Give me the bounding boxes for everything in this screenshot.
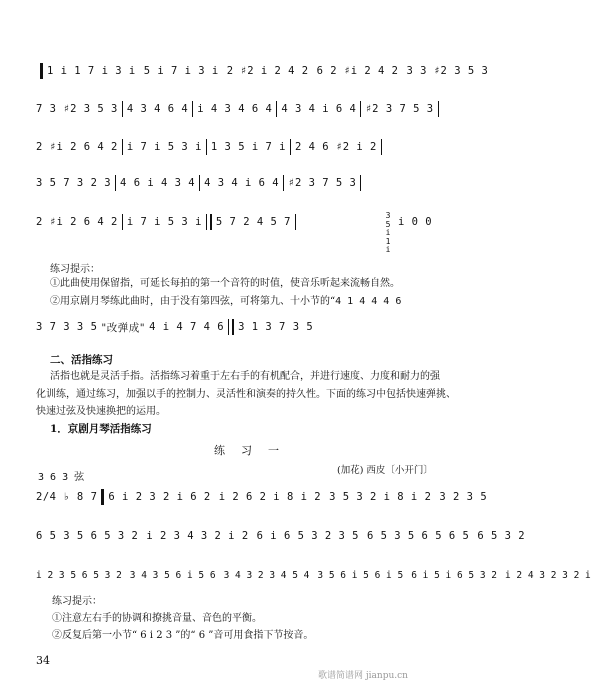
measure: 3 3 ♯2 3 5 3 xyxy=(406,65,489,77)
measure: 6 i 2 3 2 i 6 2 xyxy=(108,491,211,503)
measure: i 2 4 3 2 3 2 i xyxy=(504,569,591,581)
inline-text: "改弹成" xyxy=(101,321,146,334)
measure: i 2 3 5 6 5 3 2 xyxy=(36,569,122,581)
measure: 6 2 ♯i 2 4 2 xyxy=(316,65,399,77)
measure: 1 3 5 i 7 i xyxy=(210,141,286,153)
inline-notes: 4 1 4 4 4 6 xyxy=(335,296,402,307)
measure: 2 ♯i 2 6 4 2 xyxy=(36,141,118,153)
open-strings: 3 6 3 弦 xyxy=(38,472,85,483)
measure: i 7 i 5 3 i xyxy=(126,216,202,228)
measure: 4 3 4 i 6 4 xyxy=(204,177,280,189)
page-number: 34 xyxy=(36,654,50,667)
measure: 2 ♯2 i 2 4 2 xyxy=(226,65,309,77)
body-text: 快速过弦及快速换把的运用。 xyxy=(36,406,166,417)
measure: 2 ♯i 2 6 4 2 xyxy=(36,216,118,228)
measure: 4 i 4 7 4 6 xyxy=(149,321,225,333)
measure: 3 4 3 2 3 4 5 4 xyxy=(223,569,310,581)
measure: 6 5 3 5 6 5 6 5 xyxy=(366,530,470,542)
staff-row-1 xyxy=(36,62,489,80)
measure: i 7 i 5 3 i xyxy=(126,141,202,153)
body-text: 活指也就是灵活手指。活指练习着重于左右手的有机配合，并进行速度、力度和耐力的强 xyxy=(50,371,440,382)
staff-row-5-end xyxy=(398,213,478,231)
repeat-barline xyxy=(40,63,43,79)
measure: 3 4 3 5 6 i 5 6 xyxy=(129,569,216,581)
vertical-chord: 3 5 i 1 i xyxy=(385,211,391,254)
staff-row-3 xyxy=(36,138,464,156)
exercise-title: 练习一 xyxy=(214,444,295,457)
sub-heading: 1．京剧月琴活指练习 xyxy=(50,423,152,435)
measure: i 2 6 2 i 8 i 2 xyxy=(218,491,322,503)
measure: i 0 0 xyxy=(398,216,433,228)
staff-row-2 xyxy=(36,100,464,118)
measure: 3 2 3 5 xyxy=(439,491,488,503)
measure: 3 7 3 3 5 xyxy=(36,321,98,333)
exercise-row-3 xyxy=(36,566,591,584)
staff-row-6 xyxy=(36,318,464,336)
tips-line: ②反复后第一小节“ 6 i 2 3 ”的“ 6 ”音可用食指下节按音。 xyxy=(52,630,314,641)
body-text: 化训练，通过练习，加强以手的控制力、灵活性和演奏的持久性。下面的练习中包括快速弹挑、 xyxy=(36,389,456,400)
tips-label: 练习提示： xyxy=(50,264,100,275)
measure: ♯2 3 7 5 3 xyxy=(365,103,434,115)
staff-row-4 xyxy=(36,174,464,192)
measure: 5 7 2 4 5 7 xyxy=(215,216,291,228)
measure: 1 i 1 7 i 3 i xyxy=(47,65,136,77)
watermark: 歌谱简谱网 jianpu.cn xyxy=(318,671,408,681)
tips-line: ①注意左右手的协调和撩挑音量、音色的平衡。 xyxy=(52,613,262,624)
measure: i 4 3 4 6 4 xyxy=(197,103,273,115)
measure: 2/4 ♭ 8 7 xyxy=(36,491,98,503)
measure: 3 5 6 i 5 6 i 5 xyxy=(317,569,404,581)
measure: 6 5 3 5 6 5 3 2 xyxy=(36,530,139,542)
measure: 4 3 4 i 6 4 xyxy=(281,103,357,115)
measure: i 2 3 4 3 2 i 2 xyxy=(146,530,249,542)
tips-line: ②用京剧月琴练此曲时，由于没有第四弦，可将第九、十小节的“4 1 4 4 4 6 xyxy=(50,296,402,307)
measure: 6 5 3 2 xyxy=(477,530,526,542)
tips-label: 练习提示： xyxy=(52,596,102,607)
measure: 3 5 7 3 2 3 xyxy=(36,177,112,189)
measure: 6 i 6 5 3 2 3 5 xyxy=(256,530,359,542)
measure: 4 6 i 4 3 4 xyxy=(120,177,196,189)
measure: 3 5 3 2 i 8 i 2 xyxy=(329,491,432,503)
measure: 2 4 6 ♯2 i 2 xyxy=(294,141,377,153)
tips-line: ①此曲使用保留指，可延长每拍的第一个音符的时值，使音乐听起来流畅自然。 xyxy=(50,278,400,289)
section-heading: 二、活指练习 xyxy=(50,354,113,366)
measure: ♯2 3 7 5 3 xyxy=(288,177,357,189)
measure: 6 i 5 i 6 5 3 2 xyxy=(411,569,497,581)
staff-row-5 xyxy=(36,213,376,231)
measure: 3 1 3 7 3 5 xyxy=(238,321,314,333)
exercise-row-1 xyxy=(36,488,488,506)
tempo-marking: (加花) 西皮〔小开门〕 xyxy=(337,465,433,476)
measure: 5 i 7 i 3 i xyxy=(143,65,219,77)
exercise-row-2 xyxy=(36,527,526,545)
measure: 7 3 ♯2 3 5 3 xyxy=(36,103,118,115)
measure: 4 3 4 6 4 xyxy=(126,103,189,115)
